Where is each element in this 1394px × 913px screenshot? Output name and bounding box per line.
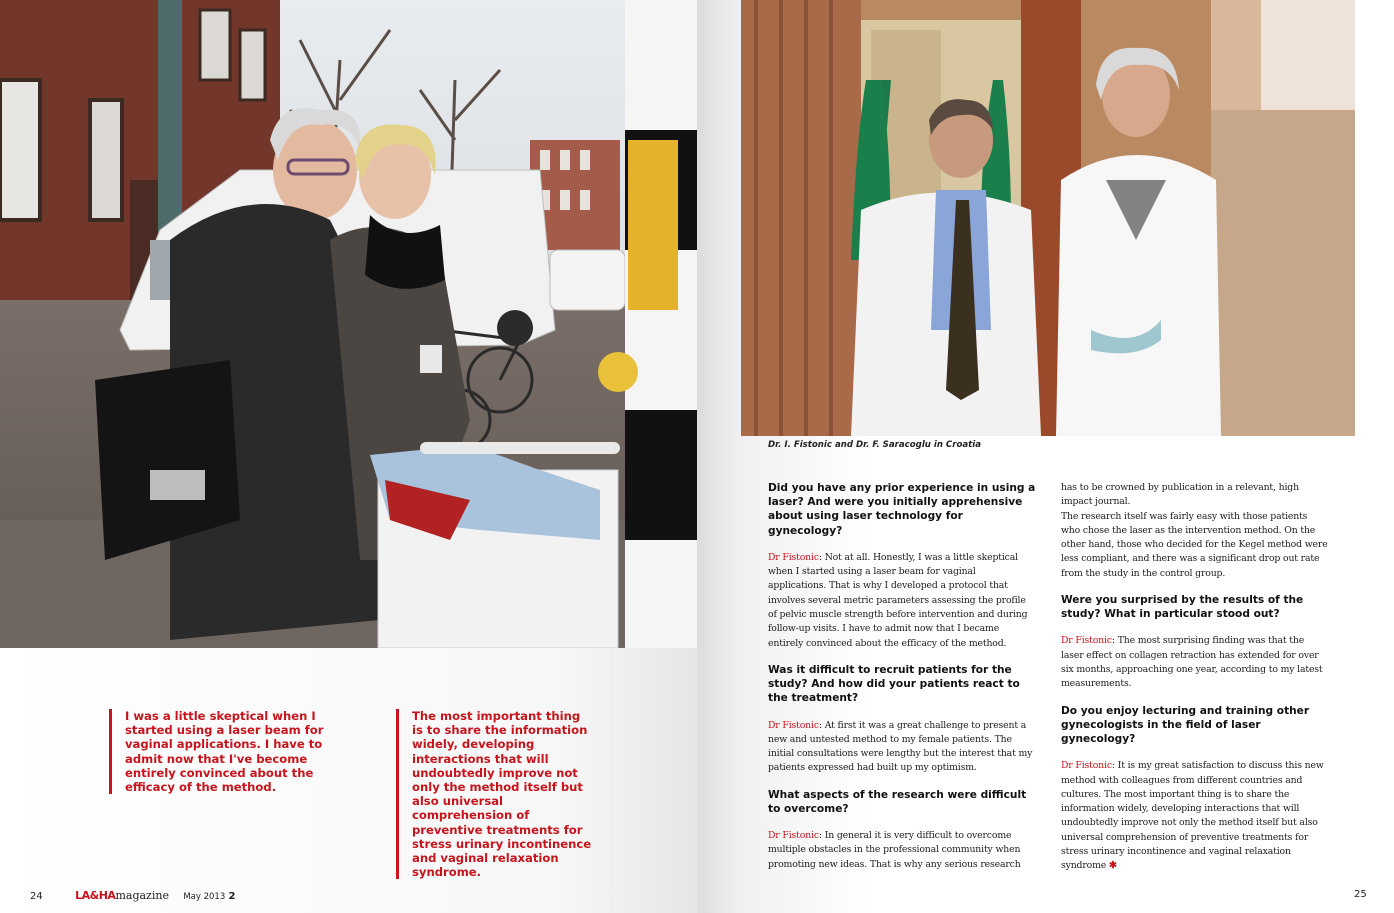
doctors-photo <box>741 0 1355 436</box>
question-2: Was it difficult to recruit patients for the study? And how did your patients react to the treatment? <box>768 663 1020 705</box>
issue-number: 2 <box>228 891 236 902</box>
answer-3-continued-2: The research itself was fairly easy with those patients who chose the laser as the intervention method. On the other hand, those who decided for the Kegel method were less compliant, and there was a significant drop out rate from the study in the control group. <box>1061 510 1328 579</box>
article-column-1 <box>768 481 1036 884</box>
magazine-logo-suffix: magazine <box>115 889 169 902</box>
left-footer <box>30 889 235 902</box>
street-photo <box>0 0 697 648</box>
answer-2: Dr Fistonic: At first it was a great challenge to present a new and untested method to my female patients. The initial consultations were lengthy but the interest that my patients expressed had built up my optimism. <box>768 719 1033 774</box>
question-3: What aspects of the research were difficult to overcome? <box>768 788 1027 815</box>
photo-caption: Dr. I. Fistonic and Dr. F. Saracoglu in Croatia <box>768 440 982 450</box>
speaker-label: Dr Fistonic <box>768 551 819 563</box>
answer-3: Dr Fistonic: In general it is very difficult to overcome multiple obstacles in the professional community when promoting new ideas. That is why any serious research <box>768 830 1021 870</box>
page-number-right: 25 <box>1354 889 1367 900</box>
answer-1: Dr Fistonic: Not at all. Honestly, I was a little skeptical when I started using a laser beam for vaginal applications. That is why I developed a protocol that involves several metric parameters assessing the profile of pelvic muscle strength before intervention and during follow-up visits. I have to admit now that I became entirely convinced about the efficacy of the method. <box>768 551 1028 649</box>
pull-quote-2: The most important thing is to share the information widely, developing interactions that will undoubtedly improve not only the method itself but also universal comprehension of preventive treatments for stress urinary incontinence and vaginal relaxation syndrome. <box>396 709 592 879</box>
speaker-label: Dr Fistonic <box>1061 760 1112 772</box>
question-4: Were you surprised by the results of the study? What in particular stood out? <box>1061 594 1304 621</box>
question-5: Do you enjoy lecturing and training other gynecologists in the field of laser gynecology? <box>1061 704 1310 746</box>
answer-3-continued: has to be crowned by publication in a relevant, high impact journal. <box>1061 482 1299 508</box>
article-column-2 <box>1061 481 1329 886</box>
page-number-left: 24 <box>30 891 43 902</box>
magazine-logo: LA&HA <box>75 889 116 902</box>
issue-date: May 2013 <box>183 892 226 902</box>
speaker-label: Dr Fistonic <box>1061 635 1112 647</box>
answer-5: Dr Fistonic: It is my great satisfaction to discuss this new method with colleagues from different countries and cultures. The most important thing is to share the information widely, developing interactions that will undoubtedly improve not only the method itself but also universal comprehension of preventive treatments for stress urinary incontinence and vaginal relaxation syndrome ✱ <box>1061 760 1324 872</box>
speaker-label: Dr Fistonic <box>768 830 819 842</box>
pull-quote-1: I was a little skeptical when I started using a laser beam for vaginal applications. I have to admit now that I've become entirely convinced about the efficacy of the method. <box>109 709 357 794</box>
end-mark-icon: ✱ <box>1108 860 1117 872</box>
answer-4: Dr Fistonic: The most surprising finding was that the laser effect on collagen retraction has extended for over six months, approaching one year, according to my latest measurements. <box>1061 635 1323 690</box>
speaker-label: Dr Fistonic <box>768 719 819 731</box>
question-1: Did you have any prior experience in using a laser? And were you initially apprehensive about using laser technology for gynecology? <box>768 482 1036 537</box>
